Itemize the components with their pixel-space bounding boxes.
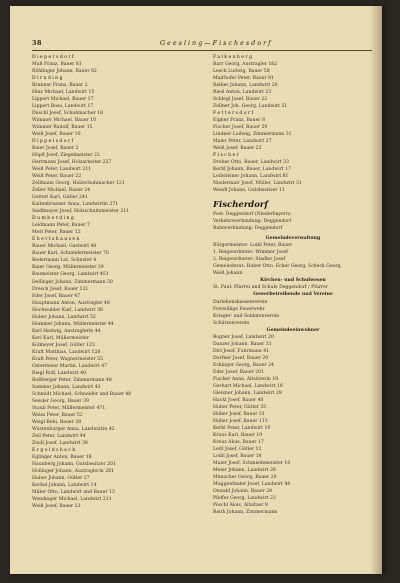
directory-entry: Riegl Rolf, Landwirt 40 [32,370,87,376]
directory-entry: Höpfl Josef, Ziegelmeister 22 [32,153,100,159]
place-title: Fischerdorf [213,200,269,211]
directory-entry: Dorfner Josef, Bauer 20 [213,355,269,361]
directory-entry: Muggenthaler Josef, Landwirt 44 [213,481,291,487]
directory-entry: Wendl Johann, Gutsbesitzer 11 [213,188,285,194]
directory-entry: Riesl Anton, Landwirt 23 [213,90,272,96]
directory-entry: Kraus Karl, Bauer 19 [213,432,263,438]
section-heading: Kirchen- und Schulwesen [260,278,326,284]
directory-entry: Zeil Peter, Landwirt 44 [32,433,86,439]
section-heading: Gemeindeeinwohner [266,327,320,333]
directory-entry: Huber Johann, Landwirt 52 [32,314,96,320]
directory-entry: Seidlmayer Josef, Holzschnitzmeister 211 [32,209,130,215]
directory-entry: Eder Josef, Bauer 47 [32,293,81,299]
directory-entry: Maier Peter, Landwirt 27 [213,139,272,145]
directory-entry: Gotteri Karl, Gütler 241 [32,195,88,201]
directory-entry: Meier Johann, Landwirt 26 [213,467,276,473]
directory-entry: Leibsteiner Johann, Landwirt 81 [213,174,289,180]
directory-entry: Ostermeier Martin, Landwirt 47 [32,363,108,369]
directory-entry: Maier Josef, Schmiedemeister 10 [213,460,291,466]
directory-entry: Gleixner Johann, Landwirt 29 [213,390,282,396]
directory-entry: Bauer Michael, Gastwirt 40 [32,244,97,250]
directory-entry: Zeller Michael, Bauer 24 [32,188,91,194]
directory-entry: Krieger- und Soldatenverein [213,313,280,319]
section-heading: Gewerbetreibende und Vereine [253,292,333,298]
directory-entry: Dresch Josef, Bauer 121 [32,286,89,292]
directory-entry: Kreuz Alois, Bauer 17 [213,439,264,445]
directory-entry: Staub Peter, Müllermeister 471 [32,405,106,411]
directory-entry: Huber Josef, Bauer 113 [213,418,268,424]
directory-entry: 1. Beigeordneter: Wimmer Josef [213,250,288,256]
locality-heading: Dumberding [32,216,76,222]
directory-entry: St. Paul: Pfarrei und Schule Deggendorf / Pfarrer [213,285,329,291]
directory-entry: Weiß Peter, Bauer 22 [32,174,82,180]
directory-entry: Wimmer Rudolf, Bauer 15 [32,125,93,131]
directory-entry: Hochwalder Karl, Landwirt 38 [32,307,103,313]
book-page [10,6,382,574]
directory-entry: Bedermann Lot, Schuster 4 [32,258,97,264]
locality-heading: Dirnding [32,76,64,82]
directory-entry: Gemeinderat: Huber Otto, Ecker Georg, Scheck Georg, [213,264,343,270]
directory-entry: Bauer Karl, Schneidermeister 70 [32,251,109,257]
section-heading: Gemeindeverwaltung [265,236,321,242]
directory-entry: Zellmann Georg, Holzschuhmacher 121 [32,181,125,187]
directory-entry: Pöschl Alois, Altsitzer 9 [213,502,268,508]
directory-entry: Kerl Hedwig, Austraglerin 44 [32,328,101,334]
directory-entry: Pfeffer Georg, Landwirt 23 [213,495,276,501]
directory-entry: Wendinger Michael, Landwirt 211 [32,496,112,502]
directory-entry: Dellinger Johann, Zimmermann 50 [32,279,113,285]
directory-entry: Kerbl Johann, Bauer, Landwirt 17 [213,167,292,173]
directory-entry: Baumeister Georg, Landwirt 451 [32,272,109,278]
directory-entry: Fischer Anna, Altsitzerin 19 [213,376,279,382]
running-head: Geesling—Fischesdorf [160,39,273,47]
directory-entry: Post: Deggendorf (Niederbayern) [213,212,291,218]
directory-entry: Schlegl Josef, Bauer 22 [213,97,268,103]
directory-entry: Kerbl Peter, Landwirt 10 [213,425,271,431]
directory-entry: Eckinger Georg, Bauer 24 [213,362,274,368]
directory-entry: Wüstenburger Anna, Landwirtin 42 [32,426,115,432]
directory-entry: Brunner Franz, Bauer 2 [32,83,88,89]
directory-entry: Lesch Ludwig, Bauer 58 [213,69,270,75]
directory-entry: Kaltenbrunner Anna, Landwirtin 271 [32,202,119,208]
directory-entry: Leitl Josef, Gütler 12 [213,446,262,452]
directory-entry: Weiß Josef, Bauer 23 [32,504,81,509]
locality-heading: Ebertshausen [32,237,81,243]
locality-heading: Fischer [213,153,241,159]
directory-entry: Baier Georg, Müllermeister 39 [32,265,104,271]
directory-entry: Leidmann Peter, Bauer 7 [32,223,90,229]
directory-entry: Darlehenskassenverein [213,299,268,305]
directory-entry: Oswald Johann, Bauer 28 [213,488,273,494]
directory-entry: Lippert Rosa, Landwirt 17 [32,104,94,110]
locality-heading: Falkenberg [213,55,254,60]
directory-entry: Verkehrsverbindung: Deggendorf [213,219,292,225]
directory-entry: Merl Peter, Bauer 12 [32,230,81,236]
directory-entry: Zeidl Josef, Landwirt 38 [32,440,88,446]
locality-heading: Dippelsdorf [32,139,75,145]
directory-entry: Herrmann Josef, Holzarbeiter 227 [32,160,112,166]
directory-entry: Eglinger Anton, Bauer 18 [32,454,92,460]
directory-entry: Schmidt Michael, Schneider und Bauer 48 [32,391,132,397]
directory-entry: Danzer Johann, Bauer 31 [213,341,272,347]
page-number: 38 [32,39,42,47]
directory-entry: Miller Otto, Landwirt und Bauer 13 [32,489,115,495]
directory-entry: Röhlinger Johann, Bauer 82 [32,69,97,75]
directory-entry: Schützenverein [213,320,250,326]
directory-entry: Fischer Josef, Bauer 29 [213,125,268,131]
directory-entry: Weiß Josef, Bauer 22 [213,146,262,152]
directory-entry: Bürgermeister: Loibl Peter, Bauer [213,243,292,249]
directory-entry: Wimmer Michael, Bauer 10 [32,118,97,124]
directory-entry: Eigner Franz, Bauer 8 [213,118,265,124]
directory-entry: Niedermair Josef, Müller, Landwirt 31 [213,181,302,187]
directory-entry: Kerbel Johann, Landwirt 14 [32,482,97,488]
directory-entry: Kraft Peter, Wagnermeister 55 [32,356,103,362]
directory-entry: Zellner Joh. Georg, Landwirt 51 [213,104,288,110]
locality-heading: Ergoldsbach [32,447,77,453]
directory-entry: Baier Josef, Bauer 2 [32,146,79,152]
directory-entry: Weiß Josef, Bauer 10 [32,132,81,138]
directory-entry: Loibl Josef, Bauer 18 [213,453,262,459]
directory-entry: Hauptmann Anton, Austragler 48 [32,300,110,306]
left-column [32,54,207,510]
directory-entry: Mairhofer Peter, Bauer 81 [213,76,274,82]
directory-entry: Eder Josef, Bauer 201 [213,369,265,375]
locality-heading: Fettersdorf [213,111,255,117]
directory-entry: Huber Johann, Gütler 27 [32,475,90,481]
directory-entry: Kerl Karl, Müllermeister [32,335,90,341]
directory-entry: Reiber Johann, Landwirt 20 [213,83,278,89]
header-rule [32,50,372,51]
directory-entry: Weiss Peter, Bauer 52 [32,412,83,418]
locality-heading: Diepersdorf [32,55,76,60]
directory-entry: Duschl Josef, Schuhmacher 18 [32,111,104,117]
directory-entry: Menacher Georg, Bauer 20 [213,474,277,480]
spacer [213,194,373,197]
directory-entry: Haunberg Johann, Gutsbesitzer 201 [32,461,116,467]
directory-entry: Reith Johann, Zimmermann [213,509,278,515]
directory-entry: Huber Josef, Bauer 31 [213,411,265,417]
directory-entry: Roßberger Peter, Zimmermann 48 [32,377,112,383]
directory-entry: Dirl Josef, Fuhrmann 41 [213,348,270,354]
directory-entry: Hackl Josef, Bauer 40 [213,397,264,403]
directory-entry: Hollinger Johann, Austraglerin 281 [32,468,114,474]
directory-entry: Weigl Bebi, Bauer 38 [32,419,82,425]
directory-entry: Sammer Johann, Landwirt 43 [32,384,101,390]
directory-entry: Sessler Georg, Bauer 39 [32,398,89,404]
directory-entry: Kraft Matthias, Landwirt 128 [32,349,101,355]
directory-entry: Hummer Johann, Müllermeister 44 [32,321,114,327]
directory-entry: Lippert Michael, Bauer 17 [32,97,94,103]
directory-entry: Hinz Michael, Landwirt 15 [32,90,95,96]
directory-entry: Freiwillige Feuerwehr [213,306,265,312]
right-column [213,54,373,516]
directory-entry: Huber Peter, Gütler 35 [213,404,267,410]
directory-entry: Bahnverbindung: Deggendorf [213,226,283,232]
directory-entry: Barr Georg, Austragler 182 [213,62,278,68]
directory-entry: 2. Beigeordneter: Stadler Josef [213,257,286,263]
directory-entry: Kolmeyer Josef, Gütler 123 [32,342,95,348]
directory-entry: Weiß Peter, Landwirt 211 [32,167,92,173]
directory-entry: Gerhart Michael, Landwirt 16 [213,383,283,389]
directory-entry: Bogner Josef, Landwirt 20 [213,334,274,340]
directory-entry: Lindner Ludwig, Zimmermann 31 [213,132,292,138]
directory-entry: Weiß Johann [213,271,243,277]
directory-entry: Maß Franz, Bauer 81 [32,62,82,68]
directory-entry: Dreher Otto, Bauer, Landwirt 33 [213,160,289,166]
